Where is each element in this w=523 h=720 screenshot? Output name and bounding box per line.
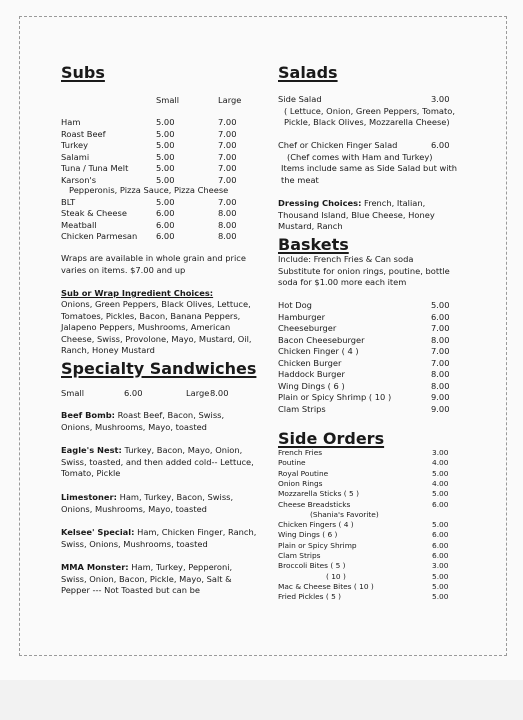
dressing-choices [278, 198, 460, 233]
item-price: 3.00 [432, 561, 449, 571]
side-salad-description: ( Lettuce, Onion, Green Peppers, Tomato, Pickle, Black Olives, Mozzarella Cheese) [284, 105, 455, 127]
item-price: 5.00 [156, 128, 175, 139]
side-order-row [278, 520, 464, 530]
item-name: Haddock Burger [278, 369, 345, 379]
subs-small-header: Small [156, 95, 180, 105]
dressing-text: French, Italian, Thousand Island, Blue Cheese, Honey Mustard, Ranch [278, 198, 435, 231]
specialty-item-description: Turkey, Bacon, Mayo, Onion, Swiss, toasted, and then added cold-- Lettuce, Tomato, Pickle [61, 445, 254, 478]
specialty-item-name: MMA Monster: [61, 562, 129, 572]
item-price: 5.00 [156, 196, 175, 207]
item-name: Roast Beef [61, 128, 106, 139]
chef-salad-name: Chef or Chicken Finger Salad [278, 140, 398, 150]
side-order-row [278, 510, 464, 520]
page-bottom-margin [0, 680, 523, 720]
side-order-row [278, 572, 464, 582]
salads-title: Salads [278, 63, 338, 82]
item-name: Turkey [61, 140, 89, 150]
item-name: Clam Strips [278, 403, 326, 414]
chef-salad-description: (Chef comes with Ham and Turkey) [287, 151, 433, 162]
item-price: 6.00 [432, 551, 449, 560]
specialty-large-price: 8.00 [210, 388, 229, 398]
chef-salad-note: Items include same as Side Salad but with the meat [281, 163, 458, 185]
item-name: Wing Dings ( 6 ) [278, 530, 338, 540]
menu-row [278, 392, 478, 404]
item-price: 7.00 [218, 163, 237, 173]
item-name: BLT [61, 196, 76, 207]
item-name: (Shania's Favorite) [310, 509, 379, 519]
dressing-label: Dressing Choices: [278, 198, 362, 208]
item-name: Tuna / Tuna Melt [61, 163, 129, 173]
item-price: 6.00 [432, 530, 449, 540]
item-price: 6.00 [431, 311, 450, 322]
menu-row [61, 117, 261, 129]
menu-row [61, 231, 261, 243]
item-name: ( 10 ) [326, 571, 346, 581]
item-name: Chicken Burger [278, 357, 342, 368]
specialty-item [61, 527, 257, 550]
side-order-row [278, 500, 464, 510]
menu-row [278, 358, 478, 370]
item-name: Plain or Spicy Shrimp ( 10 ) [278, 392, 392, 402]
side-salad-name: Side Salad [278, 94, 322, 104]
item-name: Meatball [61, 219, 97, 230]
item-name: Plain or Spicy Shrimp [278, 540, 357, 550]
item-price: 9.00 [431, 403, 450, 414]
item-name: Fried Pickles ( 5 ) [278, 592, 342, 602]
item-price: 5.00 [431, 300, 450, 310]
item-price: 9.00 [431, 392, 450, 402]
side-order-row [278, 489, 464, 499]
specialty-title: Specialty Sandwiches [61, 359, 257, 378]
wraps-note: Wraps are available in whole grain and price varies on items. $7.00 and up [61, 253, 246, 275]
item-name: Salami [61, 151, 90, 162]
menu-row [61, 208, 261, 220]
item-name: Poutine [278, 458, 306, 468]
menu-row [61, 129, 261, 141]
side-order-row [278, 479, 464, 489]
item-price: 3.00 [432, 448, 449, 457]
baskets-substitute: Substitute for onion rings, poutine, bottle soda for $1.00 more each item [278, 265, 450, 287]
item-name: Cheeseburger [278, 323, 337, 333]
item-name: Onion Rings [278, 478, 323, 488]
specialty-item [61, 445, 257, 480]
subs-large-header: Large [218, 95, 242, 105]
menu-row [278, 300, 478, 312]
chef-salad-price: 6.00 [431, 140, 450, 150]
item-name: French Fries [278, 448, 323, 457]
ingredients-title: Sub or Wrap Ingredient Choices: [61, 288, 214, 298]
specialty-item [61, 562, 257, 597]
item-price: 7.00 [218, 196, 237, 207]
specialty-item-name: Limestoner: [61, 492, 117, 502]
side-order-row [278, 530, 464, 540]
item-name: Ham [61, 117, 81, 127]
item-price: 5.00 [432, 520, 449, 530]
specialty-item-description: Roast Beef, Bacon, Swiss, Onions, Mushrooms, Mayo, toasted [61, 410, 225, 432]
item-price: 6.00 [156, 219, 175, 230]
specialty-item-name: Kelsee' Special: [61, 527, 135, 537]
specialty-item-description: Ham, Turkey, Pepperoni, Swiss, Onion, Bacon, Pickle, Mayo, Salt & Pepper --- Not Toasted but can be [61, 562, 233, 595]
menu-row [278, 346, 478, 358]
side-order-row [278, 551, 464, 561]
item-price: 5.00 [432, 592, 449, 602]
specialty-item [61, 410, 257, 433]
specialty-item-name: Beef Bomb: [61, 410, 116, 420]
item-price: 8.00 [431, 334, 450, 345]
side-order-row [278, 469, 464, 479]
menu-row [278, 404, 478, 416]
item-price: 4.00 [432, 458, 449, 468]
item-price: 7.00 [218, 140, 237, 150]
item-name: Wing Dings ( 6 ) [278, 380, 345, 391]
side-order-row [278, 458, 464, 468]
item-name: Karson's [61, 174, 97, 185]
item-price: 4.00 [432, 478, 449, 488]
item-price: 6.00 [156, 231, 175, 241]
side-order-row [278, 582, 464, 592]
menu-row [278, 381, 478, 393]
item-name: Broccoli Bites ( 5 ) [278, 561, 346, 571]
item-price: 6.00 [432, 540, 449, 550]
side-order-row [278, 561, 464, 571]
item-name: Mac & Cheese Bites ( 10 ) [278, 581, 374, 591]
menu-row [61, 140, 261, 152]
menu-row [61, 163, 261, 175]
item-price: 5.00 [432, 489, 449, 499]
item-price: 5.00 [432, 571, 449, 581]
specialty-large-label: Large [186, 388, 210, 398]
menu-row [278, 335, 478, 347]
item-price: 5.00 [156, 117, 175, 127]
item-price: 8.00 [431, 369, 450, 379]
item-name: Chicken Fingers ( 4 ) [278, 520, 354, 530]
item-price: 8.00 [218, 219, 237, 230]
specialty-small-price: 6.00 [124, 388, 143, 398]
item-price: 5.00 [156, 163, 175, 173]
item-price: 8.00 [218, 231, 237, 241]
item-name: Royal Poutine [278, 468, 329, 478]
side-order-row [278, 448, 464, 458]
item-price: 8.00 [218, 208, 237, 218]
item-name: Clam Strips [278, 551, 321, 560]
item-price: 5.00 [156, 174, 175, 185]
specialty-small-label: Small [61, 388, 85, 398]
item-price: 7.00 [218, 174, 237, 185]
item-price: 7.00 [431, 357, 450, 368]
item-name: Chicken Finger ( 4 ) [278, 346, 359, 356]
item-name: Chicken Parmesan [61, 231, 138, 241]
item-name: Mozzarella Sticks ( 5 ) [278, 489, 359, 499]
item-price: 6.00 [156, 208, 175, 218]
baskets-title: Baskets [278, 235, 349, 254]
item-price: 6.00 [432, 499, 449, 509]
item-name: Hot Dog [278, 300, 312, 310]
menu-row [61, 197, 261, 209]
item-price: 5.00 [432, 581, 449, 591]
karsons-description: Pepperonis, Pizza Sauce, Pizza Cheese [69, 185, 229, 195]
item-price: 7.00 [218, 128, 237, 139]
baskets-include: Include: French Fries & Can soda [278, 254, 414, 264]
menu-row [278, 312, 478, 324]
ingredients-text: Onions, Green Peppers, Black Olives, Lettuce, Tomatoes, Pickles, Bacon, Banana Peppers, Jalapeno Peppers, Mushrooms, American Cheese, Swiss, Provolone, Mayo, Mustard, Oil, Ranch, Honey Mustard [61, 299, 252, 355]
item-price: 7.00 [218, 151, 237, 162]
item-price: 7.00 [218, 117, 237, 127]
menu-row [61, 152, 261, 164]
menu-row [278, 323, 478, 335]
side-salad-price: 3.00 [431, 94, 450, 104]
side-order-row [278, 541, 464, 551]
specialty-item-description: Ham, Turkey, Bacon, Swiss, Onions, Mushrooms, Mayo, toasted [61, 492, 234, 514]
item-name: Hamburger [278, 311, 325, 322]
item-price: 5.00 [432, 468, 449, 478]
menu-row [61, 220, 261, 232]
item-price: 7.00 [431, 346, 450, 356]
item-price: 7.00 [431, 323, 450, 333]
menu-row [278, 369, 478, 381]
specialty-item-description: Ham, Chicken Finger, Ranch, Swiss, Onions, Mushrooms, toasted [61, 527, 257, 549]
item-name: Steak & Cheese [61, 208, 127, 218]
item-name: Bacon Cheeseburger [278, 334, 365, 345]
side-orders-title: Side Orders [278, 429, 385, 448]
item-price: 5.00 [156, 140, 175, 150]
specialty-item [61, 492, 257, 515]
item-price: 5.00 [156, 151, 175, 162]
subs-title: Subs [61, 63, 105, 82]
side-order-row [278, 592, 464, 602]
item-name: Cheese Breadsticks [278, 499, 351, 509]
item-price: 8.00 [431, 380, 450, 391]
specialty-item-name: Eagle's Nest: [61, 445, 122, 455]
